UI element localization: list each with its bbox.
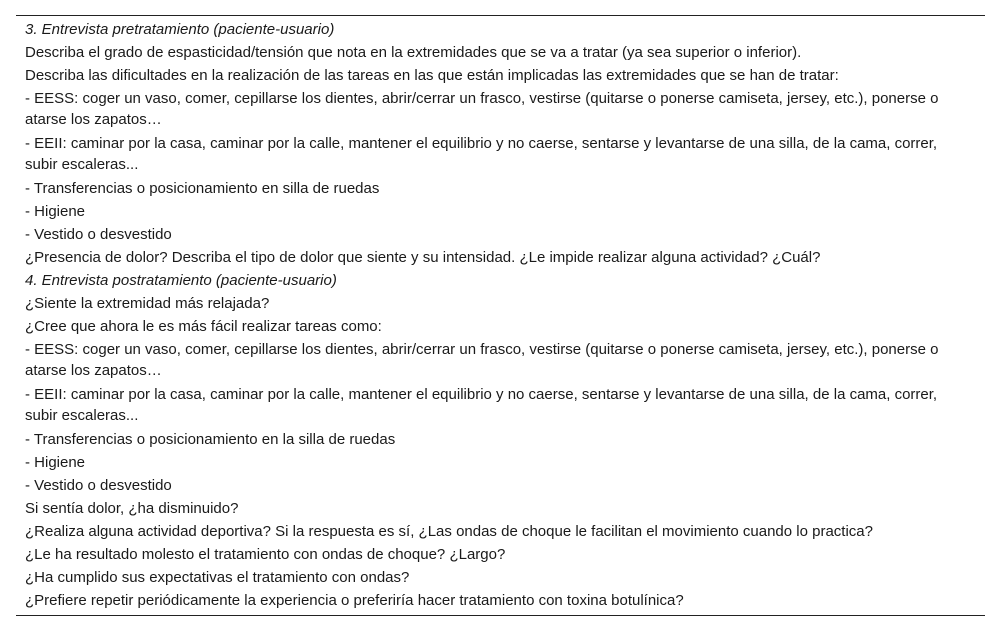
table-row: ¿Prefiere repetir periódicamente la experiencia o preferiría hacer tratamiento con toxina botulínica? [25,592,684,609]
table-row: ¿Presencia de dolor? Describa el tipo de dolor que siente y su intensidad. ¿Le impide realizar alguna actividad? ¿Cuál? [25,249,821,266]
section-heading-posttreatment: 4. Entrevista postratamiento (paciente-usuario) [25,272,337,289]
table-row: ¿Le ha resultado molesto el tratamiento con ondas de choque? ¿Largo? [25,546,506,563]
table-row: - Transferencias o posicionamiento en la silla de ruedas [25,431,396,448]
table-row: Si sentía dolor, ¿ha disminuido? [25,500,239,517]
table-row: - Higiene [25,454,86,471]
table-row: - EEII: caminar por la casa, caminar por la calle, mantener el equilibrio y no caerse, sentarse y levantarse de una silla, de la cama, correr, subir escaleras... [25,135,938,173]
table-row: ¿Realiza alguna actividad deportiva? Si la respuesta es sí, ¿Las ondas de choque le facilitan el movimiento cuando lo practica? [25,523,873,540]
table-row: Describa el grado de espasticidad/tensión que nota en la extremidades que se va a tratar (ya sea superior o inferior). [25,44,802,61]
questionnaire-table [16,15,985,616]
table-row: ¿Ha cumplido sus expectativas el tratamiento con ondas? [25,569,410,586]
table-row: - Higiene [25,203,86,220]
table-row: - Vestido o desvestido [25,477,172,494]
section-heading-pretreatment: 3. Entrevista pretratamiento (paciente-usuario) [25,21,335,38]
table-row: Describa las dificultades en la realización de las tareas en las que están implicadas las extremidades que se han de tratar: [25,67,839,84]
table-row: ¿Siente la extremidad más relajada? [25,295,270,312]
table-row: - Transferencias o posicionamiento en silla de ruedas [25,180,380,197]
table-row: - Vestido o desvestido [25,226,172,243]
table-row: - EESS: coger un vaso, comer, cepillarse los dientes, abrir/cerrar un frasco, vestirse (quitarse o ponerse camiseta, jersey, etc.), ponerse o atarse los zapatos… [25,341,939,379]
table-row: ¿Cree que ahora le es más fácil realizar tareas como: [25,318,382,335]
table-row: - EESS: coger un vaso, comer, cepillarse los dientes, abrir/cerrar un frasco, vestirse (quitarse o ponerse camiseta, jersey, etc.), ponerse o atarse los zapatos… [25,90,939,128]
table-row: - EEII: caminar por la casa, caminar por la calle, mantener el equilibrio y no caerse, sentarse y levantarse de una silla, de la cama, correr, subir escaleras... [25,386,938,424]
